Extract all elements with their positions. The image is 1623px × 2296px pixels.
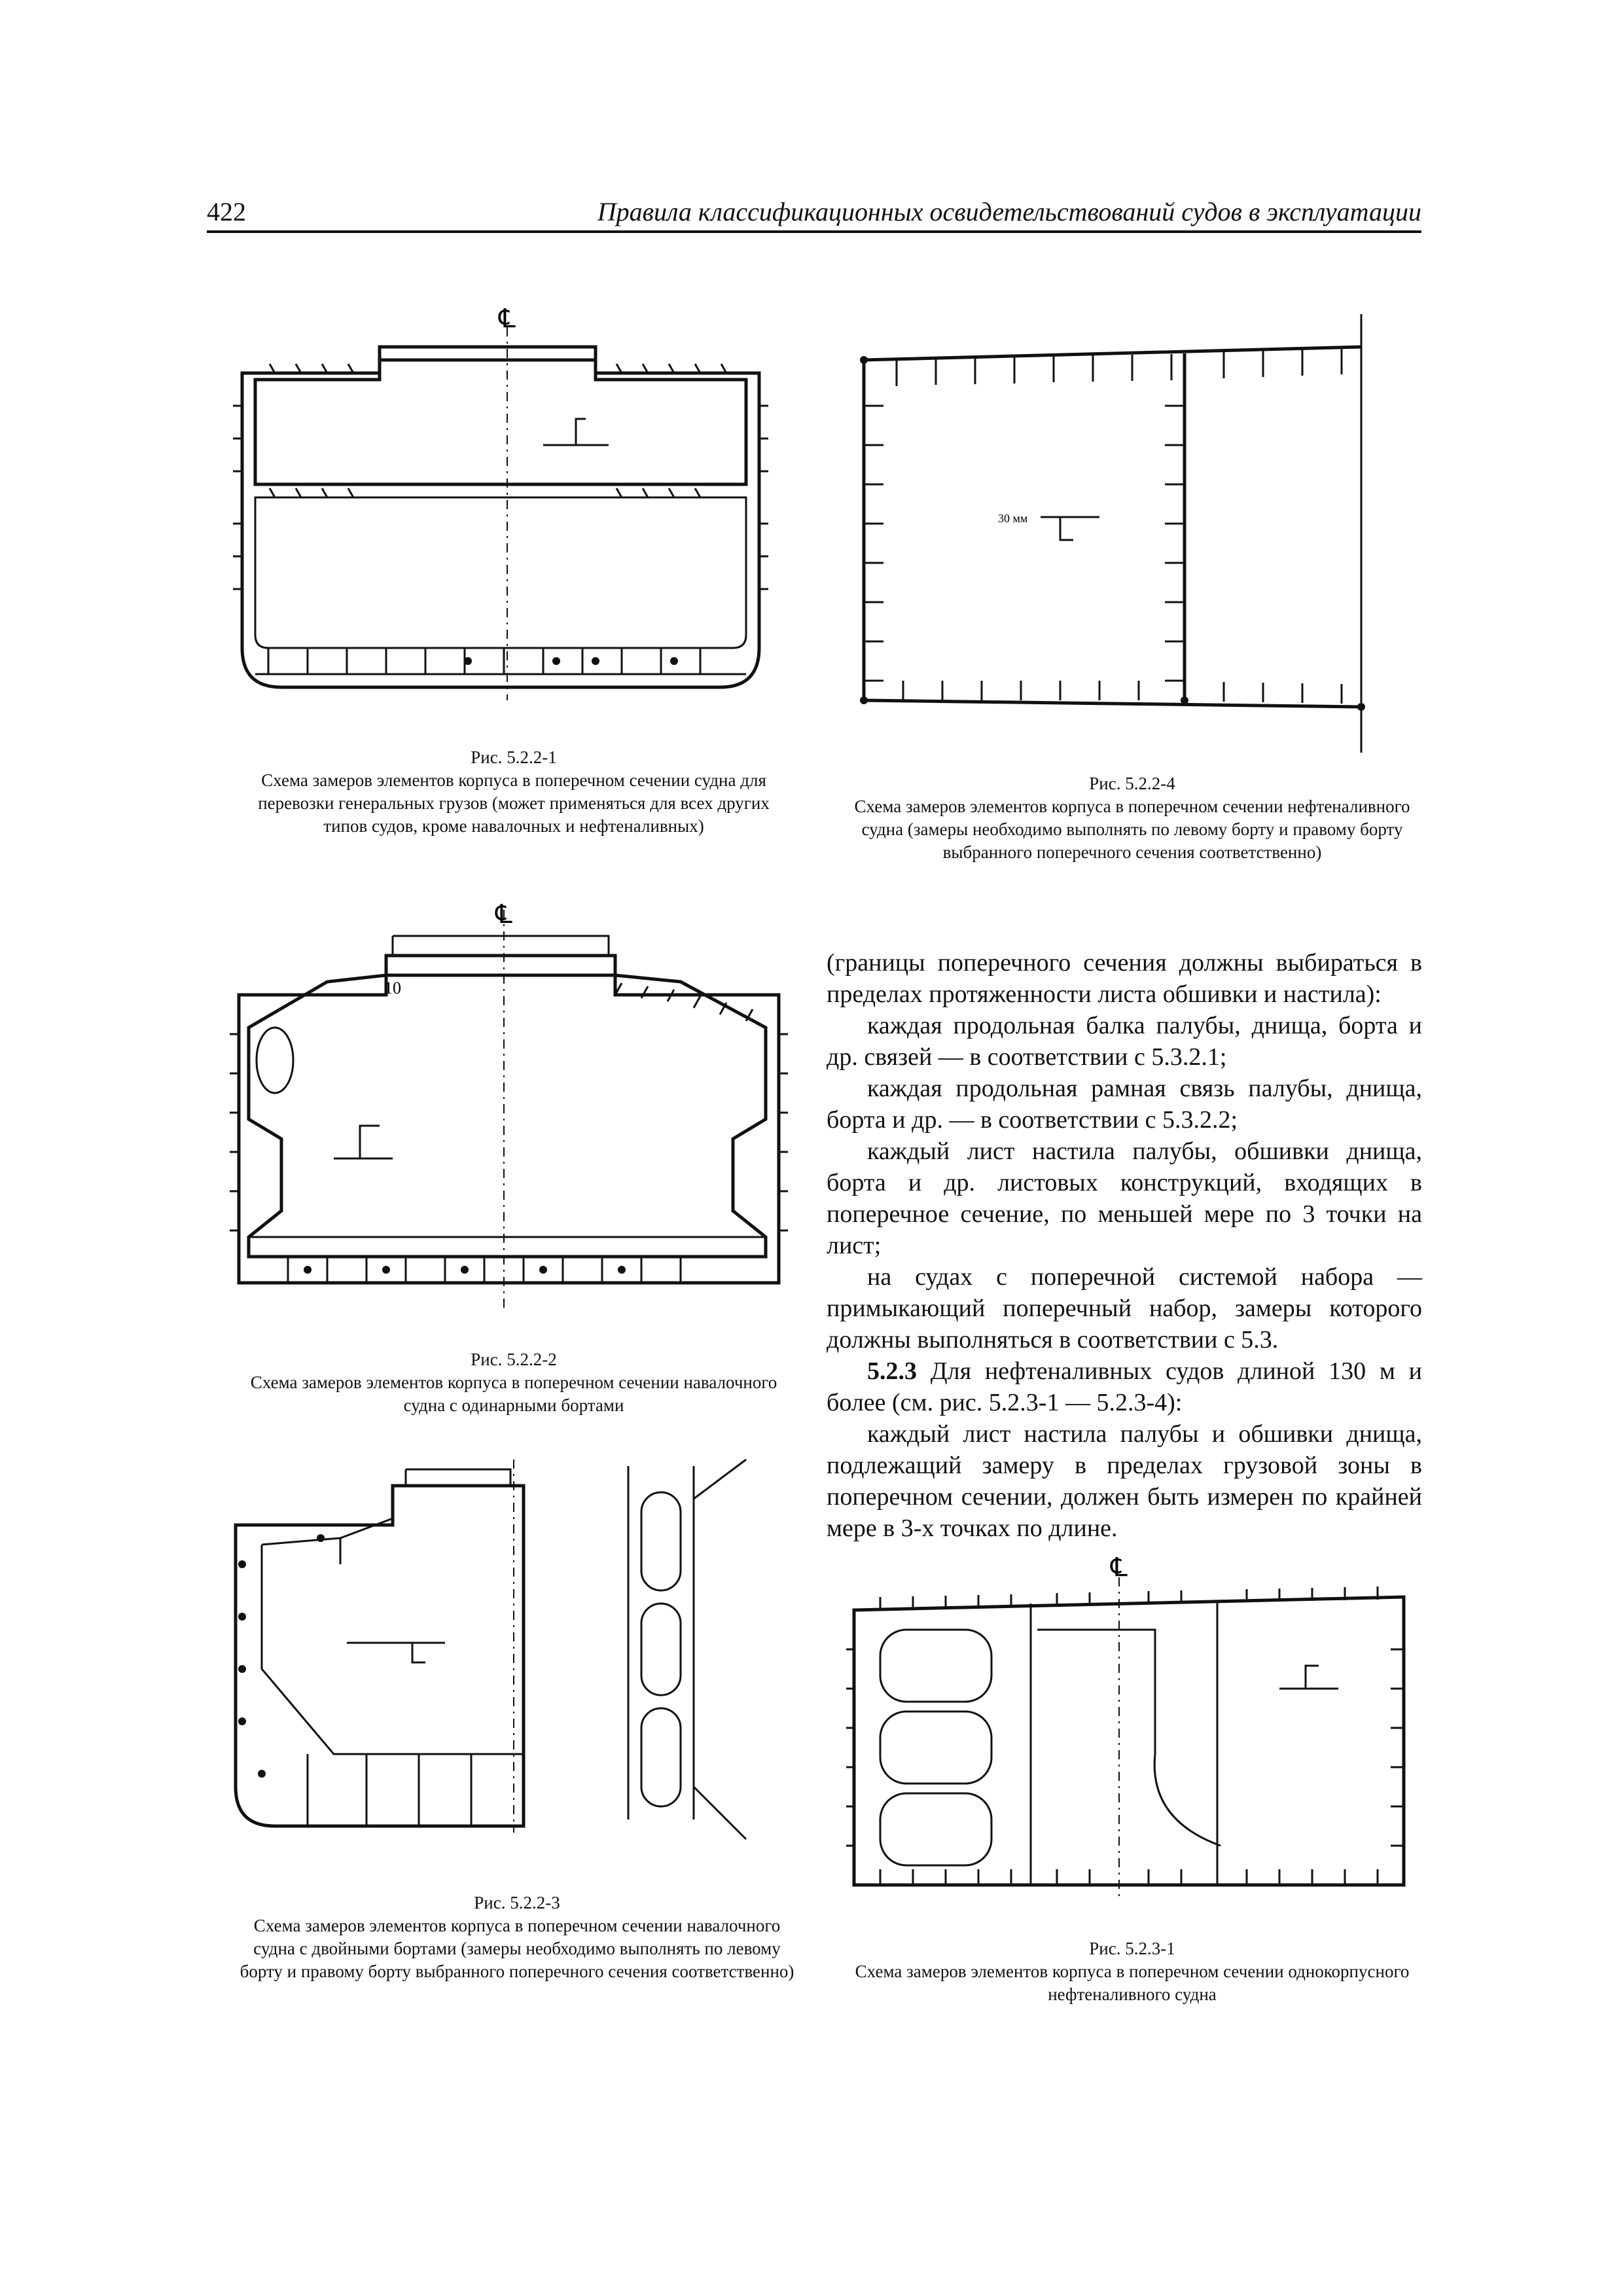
- section-number: 5.2.3: [867, 1357, 917, 1385]
- paragraph-5-2-3: [827, 1355, 1422, 1418]
- paragraph: каждый лист настила палубы и обшивки днища, подлежащий замеру в пределах грузовой зоны в поперечном сечении, должен быть измерен по крайней мере в 3-х точках по длине.: [827, 1420, 1422, 1542]
- figure-caption-text: Схема замеров элементов корпуса в поперечном сечении навалочного судна с двойными бортами (замеры необходимо выполнять по левому борту и правому борту выбранного поперечного сечения соответственно): [240, 1916, 794, 1981]
- figure-number: Рис. 5.2.2-4: [1089, 774, 1175, 793]
- figure-caption-5-2-3-1: [841, 1937, 1423, 2006]
- figure-number: Рис. 5.2.3-1: [1089, 1939, 1175, 1958]
- running-title: Правила классификационных освидетельствований судов в эксплуатации: [597, 197, 1421, 226]
- sample-profile: [1041, 517, 1099, 540]
- sample-profile: [543, 419, 609, 445]
- figure-number: Рис. 5.2.2-3: [474, 1893, 560, 1912]
- hull-outline: [236, 1469, 524, 1826]
- centerline-mark: ℄: [499, 304, 516, 334]
- paragraph: каждый лист настила палубы, обшивки днища, борта и др. листовых конструкций, входящих в поперечное сечение, по меньшей мере по 3 точки на лист;: [827, 1138, 1422, 1259]
- frame-ticks: [846, 1587, 1404, 1885]
- frame-ticks: [230, 983, 788, 1230]
- pad-dots: [464, 657, 678, 665]
- centerline-mark: ℄: [1111, 1552, 1128, 1583]
- paragraph: (границы поперечного сечения должны выбираться в пределах протяженности листа обшивки и настила):: [827, 949, 1422, 1008]
- figure-number: Рис. 5.2.2-1: [471, 747, 557, 767]
- side-section: [628, 1460, 746, 1839]
- figure-caption-5-2-2-4: [844, 772, 1420, 864]
- figure-caption-5-2-2-2: [236, 1348, 792, 1417]
- centerline-mark: ℄: [495, 899, 512, 929]
- hull-outline: [864, 314, 1361, 753]
- figure-caption-5-2-2-1: [236, 746, 792, 838]
- figure-5-2-3-1-drawing: [841, 1552, 1423, 1911]
- paragraph: на судах с поперечной системой набора — примыкающий поперечный набор, замеры которого должны выполняться в соответствии с 5.3.: [827, 1263, 1422, 1354]
- hull-outline: [239, 936, 779, 1283]
- sample-profile: [347, 1643, 445, 1662]
- figure-caption-text: Схема замеров элементов корпуса в поперечном сечении однокорпусного нефтеналивного судна: [855, 1962, 1410, 2004]
- figure-caption-text: Схема замеров элементов корпуса в поперечном сечении нефтеналивного судна (замеры необходимо выполнять по левому борту и правому борту выбранного поперечного сечения соответственно): [854, 797, 1410, 862]
- hull-outline: [242, 347, 759, 687]
- paragraph: каждая продольная рамная связь палубы, днища, борта и др. — в соответствии с 5.3.2.2;: [827, 1075, 1422, 1134]
- pad-dots: [860, 356, 1365, 711]
- pad-dots: [304, 1266, 626, 1274]
- sample-profile: [1279, 1666, 1338, 1689]
- page-number: 422: [207, 197, 246, 226]
- figure-caption-text: Схема замеров элементов корпуса в поперечном сечении судна для перевозки генеральных грузов (может применяться для всех других типов судов, кроме навалочных и нефтеналивных): [258, 770, 770, 836]
- figure-5-2-2-1-drawing: [229, 304, 772, 713]
- figure-5-2-2-4-drawing: [851, 308, 1400, 753]
- figure-5-2-2-3-drawing: [223, 1446, 798, 1852]
- hatch-label: 10: [384, 978, 401, 997]
- body-text: [827, 947, 1422, 1544]
- figure-caption-text: Схема замеров элементов корпуса в поперечном сечении навалочного судна с одинарными бортами: [250, 1372, 777, 1415]
- sample-profile: [334, 1126, 393, 1158]
- dimension-label: 30 мм: [998, 512, 1028, 525]
- pad-dots: [238, 1534, 325, 1778]
- paragraph-text: Для нефтеналивных судов длиной 130 м и более (см. рис. 5.2.3-1 — 5.2.3-4):: [827, 1357, 1422, 1416]
- figure-5-2-2-2-drawing: [223, 899, 798, 1322]
- frame-ticks: [233, 364, 768, 589]
- figure-caption-5-2-2-3: [236, 1892, 798, 1983]
- paragraph: каждая продольная балка палубы, днища, борта и др. связей — в соответствии с 5.3.2.1;: [827, 1012, 1422, 1071]
- figure-number: Рис. 5.2.2-2: [471, 1350, 557, 1369]
- hull-outline: [854, 1597, 1404, 1885]
- header-rule: [207, 230, 1421, 233]
- frame-ticks: [864, 348, 1342, 704]
